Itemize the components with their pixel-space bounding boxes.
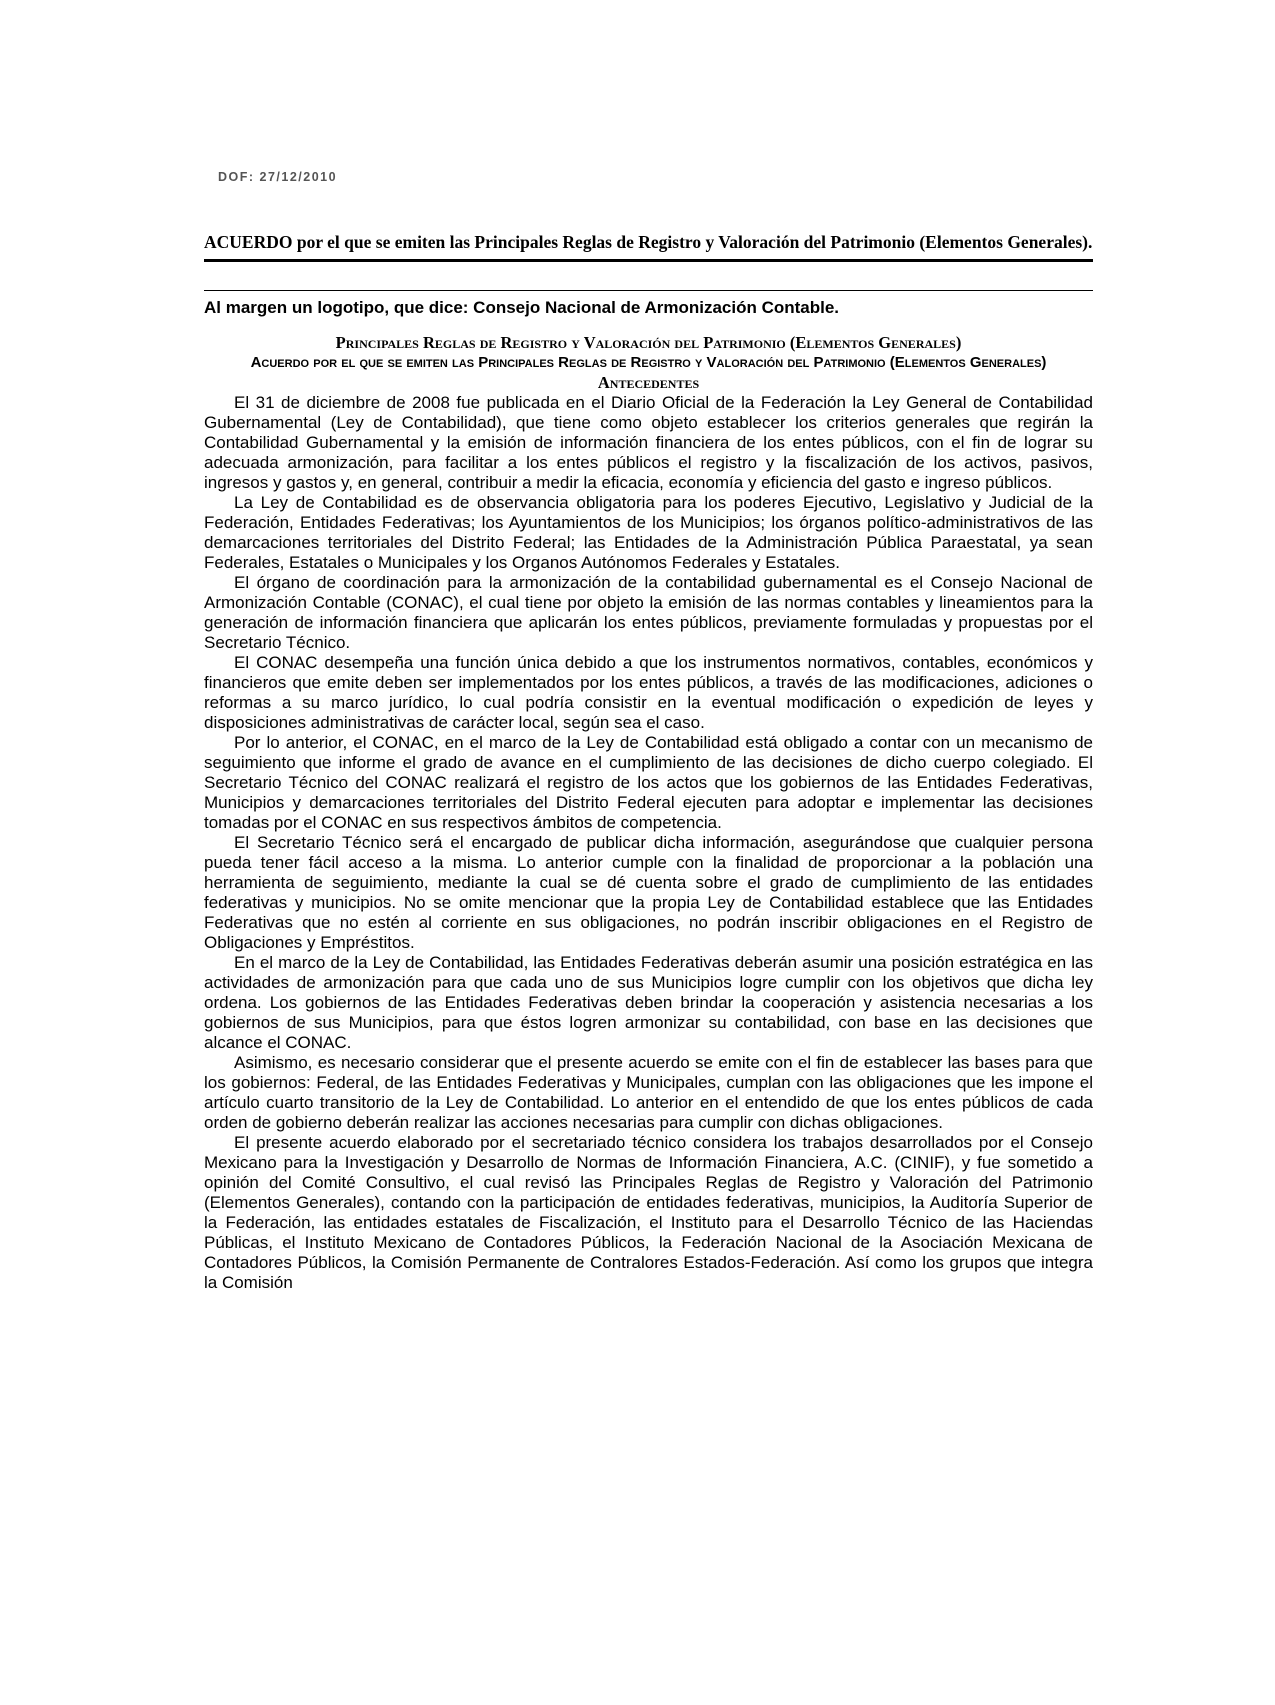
paragraph: Por lo anterior, el CONAC, en el marco de la Ley de Contabilidad está obligado a contar con un mecanismo de seguimiento que informe el grado de avance en el cumplimiento de las decisiones de dicho cuerpo colegiado. El Secretario Técnico del CONAC realizará el registro de los actos que los gobiernos de las Entidades Federativas, Municipios y demarcaciones territoriales del Distrito Federal ejecuten para adoptar e implementar las decisiones tomadas por el CONAC en sus respectivos ámbitos de competencia. xyxy=(204,733,1093,832)
title-divider xyxy=(204,259,1093,262)
section-divider xyxy=(204,290,1093,291)
dof-date: DOF: 27/12/2010 xyxy=(218,170,338,184)
paragraph: El 31 de diciembre de 2008 fue publicada en el Diario Oficial de la Federación la Ley General de Contabilidad Gubernamental (Ley de Contabilidad), que tiene como objeto establecer los criterios generales que regirán la Contabilidad Gubernamental y la emisión de información financiera de los entes públicos, con el fin de lograr su adecuada armonización, para facilitar a los entes públicos el registro y la fiscalización de los activos, pasivos, ingresos y gastos y, en general, contribuir a medir la eficacia, economía y eficiencia del gasto e ingreso públicos. xyxy=(204,393,1093,492)
heading-principales-reglas: Principales Reglas de Registro y Valoración del Patrimonio (Elementos Generales) xyxy=(335,333,962,352)
document-title: ACUERDO por el que se emiten las Principales Reglas de Registro y Valoración del Patrimonio (Elementos Generales). xyxy=(204,232,1093,252)
heading-antecedentes: Antecedentes xyxy=(597,373,700,392)
paragraph: Asimismo, es necesario considerar que el presente acuerdo se emite con el fin de establecer las bases para que los gobiernos: Federal, de las Entidades Federativas y Municipales, cumplan con las obligaciones que les impone el artículo cuarto transitorio de la Ley de Contabilidad. Lo anterior en el entendido de que los entes públicos de cada orden de gobierno deberán realizar las acciones necesarias para cumplir con dichas obligaciones. xyxy=(204,1053,1093,1132)
paragraph: El CONAC desempeña una función única debido a que los instrumentos normativos, contables, económicos y financieros que emite deben ser implementados por los entes públicos, a través de las modificaciones, adiciones o reformas a su marco jurídico, lo cual podría consistir en la eventual modificación o expedición de leyes y disposiciones administrativas de carácter local, según sea el caso. xyxy=(204,653,1093,732)
paragraph: El presente acuerdo elaborado por el secretariado técnico considera los trabajos desarrollados por el Consejo Mexicano para la Investigación y Desarrollo de Normas de Información Financiera, A.C. (CINIF), y fue sometido a opinión del Comité Consultivo, el cual revisó las Principales Reglas de Registro y Valoración del Patrimonio (Elementos Generales), contando con la participación de entidades federativas, municipios, la Auditoría Superior de la Federación, las entidades estatales de Fiscalización, el Instituto para el Desarrollo Técnico de las Haciendas Públicas, el Instituto Mexicano de Contadores Públicos, la Federación Nacional de la Asociación Mexicana de Contadores Públicos, la Comisión Permanente de Contralores Estados-Federación. Así como los grupos que integra la Comisión xyxy=(204,1133,1093,1292)
paragraph: El Secretario Técnico será el encargado de publicar dicha información, asegurándose que cualquier persona pueda tener fácil acceso a la misma. Lo anterior cumple con la finalidad de proporcionar a la población una herramienta de seguimiento, mediante la cual se dé cuenta sobre el grado de cumplimiento de las entidades federativas y municipios. No se omite mencionar que la propia Ley de Contabilidad establece que las Entidades Federativas que no estén al corriente en sus obligaciones, no podrán inscribir obligaciones en el Registro de Obligaciones y Empréstitos. xyxy=(204,833,1093,952)
paragraph: En el marco de la Ley de Contabilidad, las Entidades Federativas deberán asumir una posición estratégica en las actividades de armonización para que cada uno de sus Municipios logre cumplir con los objetivos que dicha ley ordena. Los gobiernos de las Entidades Federativas deben brindar la cooperación y asistencia necesarias a los gobiernos de sus Municipios, para que éstos logren armonizar su contabilidad, con base en las decisiones que alcance el CONAC. xyxy=(204,953,1093,1052)
paragraph: El órgano de coordinación para la armonización de la contabilidad gubernamental es el Consejo Nacional de Armonización Contable (CONAC), el cual tiene por objeto la emisión de las normas contables y lineamientos para la generación de información financiera que aplicarán los entes públicos, previamente formuladas y propuestas por el Secretario Técnico. xyxy=(204,573,1093,652)
paragraph: La Ley de Contabilidad es de observancia obligatoria para los poderes Ejecutivo, Legislativo y Judicial de la Federación, Entidades Federativas; los Ayuntamientos de los Municipios; los órganos político-administrativos de las demarcaciones territoriales del Distrito Federal; las Entidades de la Administración Pública Paraestatal, ya sean Federales, Estatales o Municipales y los Organos Autónomos Federales y Estatales. xyxy=(204,493,1093,572)
margin-note: Al margen un logotipo, que dice: Consejo Nacional de Armonización Contable. xyxy=(204,298,840,317)
document-body xyxy=(204,232,1093,1293)
heading-acuerdo: Acuerdo por el que se emiten las Principales Reglas de Registro y Valoración del Patrimonio (Elementos Generales) xyxy=(250,354,1047,371)
